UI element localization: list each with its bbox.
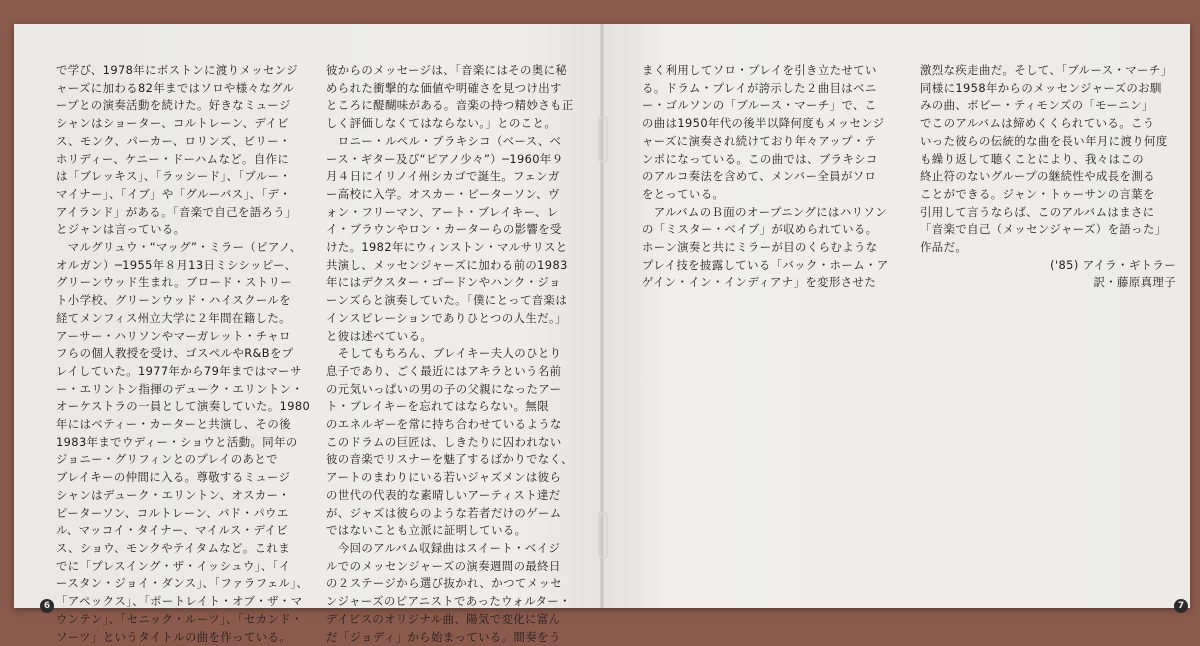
text-line: まく利用してソロ・プレイを引き立たせてい [642, 62, 904, 80]
text-line: と彼は述べている。 [326, 328, 588, 346]
text-line: そしてもちろん、ブレイキー夫人のひとり [326, 345, 588, 363]
text-line: ト小学校、グリーンウッド・ハイスクールを [56, 292, 314, 310]
text-line: ンポになっている。この曲では、ブラキシコ [642, 151, 904, 169]
text-line: の曲は1950年代の後半以降何度もメッセンジ [642, 115, 904, 133]
text-line: マイナー」、「イブ」や「グルーバス」、「デ・ [56, 186, 314, 204]
text-line: 激烈な疾走曲だ。そして、「ブルース・マーチ」 [920, 62, 1176, 80]
text-line: みの曲、ボビー・ティモンズの「モーニン」 [920, 97, 1176, 115]
text-line: ス、モンク、パーカー、ロリンズ、ビリー・ [56, 133, 314, 151]
text-line: をとっている。 [642, 186, 904, 204]
staple-top [598, 116, 608, 162]
text-line: ブレイキーの仲間に入る。尊敬するミュージ [56, 469, 314, 487]
text-line: ウンテン」、「セニック・ルーツ」、「セカンド・ [56, 611, 314, 629]
text-line: でに「プレスイング・ザ・イッシュウ」、「イ [56, 558, 314, 576]
text-line: ではないことも立派に証明している。 [326, 522, 588, 540]
text-line: も繰り返して聴くことにより、我々はこの [920, 151, 1176, 169]
text-line: 引用して言うならば、このアルバムはまさに [920, 204, 1176, 222]
text-line: イ・ブラウンやロン・カーターらの影響を受 [326, 221, 588, 239]
text-line: ャーズに演奏され続けており年々アップ・テ [642, 133, 904, 151]
text-line: ル、マッコイ・タイナー、マイルス・デイビ [56, 522, 314, 540]
text-line: フらの個人教授を受け、ゴスペルやR&Bをプ [56, 345, 314, 363]
text-line: ーンズらと演奏していた。「僕にとって音楽は [326, 292, 588, 310]
text-line: ス、ショウ、モンクやテイタムなど。これま [56, 540, 314, 558]
text-column-2 [326, 62, 588, 646]
text-line: アルバムのＢ面のオープニングにはハリソン [642, 204, 904, 222]
text-line: ト・ブレイキーを忘れてはならない。無限 [326, 398, 588, 416]
text-line: 「音楽で自己（メッセンジャーズ）を語った」 [920, 221, 1176, 239]
text-line: 同様に1958年からのメッセンジャーズのお馴 [920, 80, 1176, 98]
text-line: ースタン・ジョイ・ダンス」、「ファラフェル」、 [56, 575, 314, 593]
text-line: 経てメンフィス州立大学に２年間在籍した。 [56, 310, 314, 328]
text-line: しく評価しなくてはならない。」とのこと。 [326, 115, 588, 133]
text-line: 終止符のないグループの継続性や成長を測る [920, 168, 1176, 186]
text-line: 月４日にイリノイ州シカゴで誕生。フェンガ [326, 168, 588, 186]
text-line: 年にはデクスター・ゴードンやハンク・ジョ [326, 274, 588, 292]
text-line: シャンはショーター、コルトレーン、デイビ [56, 115, 314, 133]
text-line: の元気いっぱいの男の子の父親になったアー [326, 381, 588, 399]
text-line: で学び、1978年にボストンに渡りメッセンジ [56, 62, 314, 80]
text-line: 「アペックス」、「ポートレイト・オブ・ザ・マ [56, 593, 314, 611]
text-line: められた衝撃的な価値や明確さを見つけ出す [326, 80, 588, 98]
text-line: の「ミスター・ベイブ」が収められている。 [642, 221, 904, 239]
text-line: ホーン演奏と共にミラーが目のくらむような [642, 239, 904, 257]
left-page [14, 24, 602, 608]
text-line: 共演し、メッセンジャーズに加わる前の1983 [326, 257, 588, 275]
text-line: ところに醍醐味がある。音楽の持つ精妙さも正 [326, 97, 588, 115]
text-column-4 [920, 62, 1176, 292]
text-line: オーケストラの一員として演奏していた。1980 [56, 398, 314, 416]
text-line: ゲイン・イン・インディアナ」を変形させた [642, 274, 904, 292]
text-line: 彼の音楽でリスナーを魅了するばかりでなく、 [326, 451, 588, 469]
text-line: ルでのメッセンジャーズの演奏週間の最終日 [326, 558, 588, 576]
column-4-lines [920, 62, 1176, 257]
text-line: の２ステージから選び抜かれ、かつてメッセ [326, 575, 588, 593]
text-line: アーサー・ハリソンやマーガレット・チャロ [56, 328, 314, 346]
text-column-3 [642, 62, 904, 292]
text-line: ジョニー・グリフィンとのプレイのあとで [56, 451, 314, 469]
credit-author: ('85) アイラ・ギトラー [920, 257, 1176, 275]
text-line: ープとの演奏活動を続けた。好きなミュージ [56, 97, 314, 115]
text-line: の世代の代表的な素晴しいアーティスト達だ [326, 487, 588, 505]
text-line: のアルコ奏法を含めて、メンバー全員がソロ [642, 168, 904, 186]
text-line: アイランド」がある。「音楽で自己を語ろう」 [56, 204, 314, 222]
text-line: ロニー・ルペル・ブラキシコ（ベース、ベ [326, 133, 588, 151]
text-line: ピーターソン、コルトレーン、バド・パウエ [56, 505, 314, 523]
text-line: だ「ジョディ」から始まっている。間奏をう [326, 629, 588, 646]
text-line: 息子であり、ごく最近にはアキラという名前 [326, 363, 588, 381]
text-line: ホリディー、ケニー・ドーハムなど。自作に [56, 151, 314, 169]
text-line: は「ブレッキス」、「ラッシード」、「ブルー・ [56, 168, 314, 186]
text-line: レイしていた。1977年から79年まではマーサ [56, 363, 314, 381]
text-line: とジャンは言っている。 [56, 221, 314, 239]
text-line: ャーズに加わる82年まではソロや様々なグル [56, 80, 314, 98]
text-line: 今回のアルバム収録曲はスイート・ベイジ [326, 540, 588, 558]
text-line: シャンはデューク・エリントン、オスカー・ [56, 487, 314, 505]
text-line: ンジャーズのピアニストであったウォルター・ [326, 593, 588, 611]
text-line: ソーツ」というタイトルの曲を作っている。 [56, 629, 314, 646]
text-line: プレイ技を披露している「バック・ホーム・ア [642, 257, 904, 275]
text-line: ー高校に入学。オスカー・ピーターソン、ヴ [326, 186, 588, 204]
text-line: いった彼らの伝統的な曲を長い年月に渡り何度 [920, 133, 1176, 151]
text-line: ー・エリントン指揮のデューク・エリントン・ [56, 381, 314, 399]
text-line: 年にはベティー・カーターと共演し、その後 [56, 416, 314, 434]
credit-translator: 訳・藤原真理子 [920, 274, 1176, 292]
text-line: マルグリュウ・“マッグ”・ミラー（ピアノ、 [56, 239, 314, 257]
booklet-spread [14, 24, 1190, 608]
text-line: ことができる。ジャン・トゥーサンの言葉を [920, 186, 1176, 204]
text-column-1 [56, 62, 314, 646]
text-line: のエネルギーを常に持ち合わせているような [326, 416, 588, 434]
page-number-right: 7 [1174, 599, 1188, 613]
text-line: る。ドラム・プレイが誇示した２曲目はベニ [642, 80, 904, 98]
text-line: グリーンウッド生まれ。ブロード・ストリー [56, 274, 314, 292]
text-line: 1983年までウディー・ショウと活動。同年の [56, 434, 314, 452]
text-line: 彼からのメッセージは、「音楽にはその奥に秘 [326, 62, 588, 80]
text-line: ース・ギター及び“ピアノ少々”）─1960年９ [326, 151, 588, 169]
text-line: が、ジャズは彼らのような若者だけのゲーム [326, 505, 588, 523]
text-line: けた。1982年にウィンストン・マルサリスと [326, 239, 588, 257]
text-line: ー・ゴルソンの「ブルース・マーチ」で、こ [642, 97, 904, 115]
text-line: このドラムの巨匠は、しきたりに囚われない [326, 434, 588, 452]
text-line: デイビスのオリジナル曲、陽気で変化に富ん [326, 611, 588, 629]
staple-bottom [598, 512, 608, 558]
text-line: オルガン）─1955年８月13日ミシシッピー、 [56, 257, 314, 275]
text-line: インスピレーションでありひとつの人生だ。」 [326, 310, 588, 328]
text-line: でこのアルバムは締めくくられている。こう [920, 115, 1176, 133]
text-line: ォン・フリーマン、アート・ブレイキー、レ [326, 204, 588, 222]
text-line: 作品だ。 [920, 239, 1176, 257]
text-line: アートのまわりにいる若いジャズメンは彼ら [326, 469, 588, 487]
page-number-left: 6 [40, 599, 54, 613]
